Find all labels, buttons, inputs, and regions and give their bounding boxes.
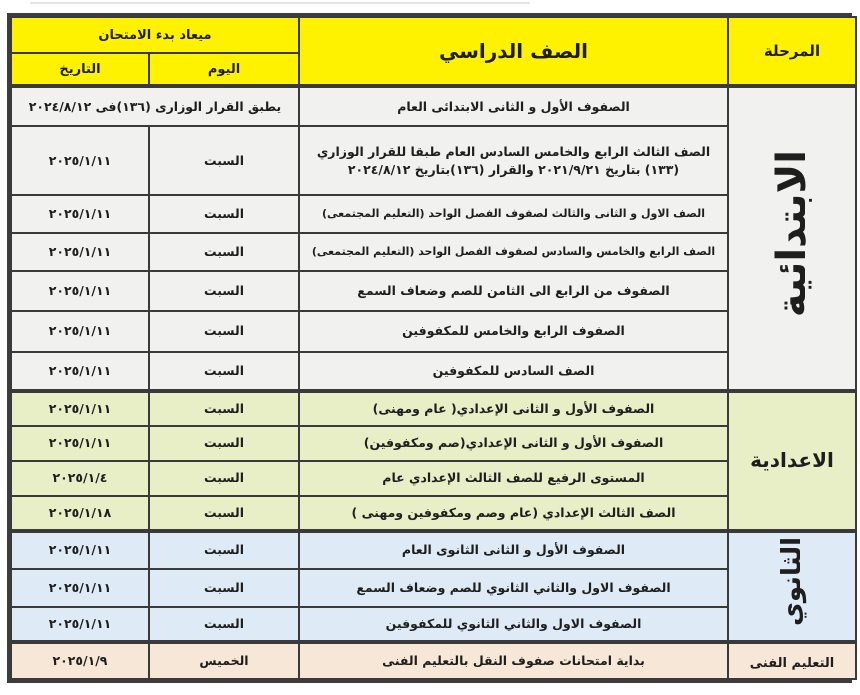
grade-cell: الصفوف الأول و الثانى الإعدادي(صم ومكفوفين) xyxy=(299,426,728,461)
date-cell: ٢٠٢٥/١/١١ xyxy=(11,607,149,642)
header-stage: المرحلة xyxy=(728,17,856,86)
table-row xyxy=(11,531,856,569)
grade-cell xyxy=(299,126,728,195)
stage-secondary: الثانوي xyxy=(728,531,856,642)
grade-cell: الصفوف الأول و الثانى الثانوى العام xyxy=(299,531,728,569)
merged-decree-note: يطبق القرار الوزارى (١٣٦)فى ٢٠٢٤/٨/١٢ xyxy=(11,86,299,126)
grade-cell: الصفوف من الرابع الى الثامن للصم وضعاف السمع xyxy=(299,271,728,311)
grade-cell: بداية امتحانات صفوف النقل بالتعليم الفنى xyxy=(299,642,728,679)
date-cell: ٢٠٢٥/١/١١ xyxy=(11,352,149,391)
date-cell: ٢٠٢٥/١/١١ xyxy=(11,569,149,607)
date-cell: ٢٠٢٥/١/١١ xyxy=(11,311,149,351)
day-cell: السبت xyxy=(149,311,299,351)
date-cell: ٢٠٢٥/١/٩ xyxy=(11,642,149,679)
date-cell: ٢٠٢٥/١/٤ xyxy=(11,461,149,496)
table-row xyxy=(11,86,856,126)
header-exam-start: ميعاد بدء الامتحان xyxy=(11,17,299,53)
stage-preparatory: الاعدادية xyxy=(728,391,856,531)
header-day: اليوم xyxy=(149,53,299,86)
grade-cell: الصف الاول و الثانى والثالث لصفوف الفصل الواحد (التعليم المجتمعى) xyxy=(299,195,728,233)
exam-schedule-table-frame xyxy=(7,13,852,683)
header-grade: الصف الدراسي xyxy=(299,17,728,86)
grade-cell: المستوى الرفيع للصف الثالث الإعدادي عام xyxy=(299,461,728,496)
exam-schedule-table xyxy=(10,16,857,680)
table-row xyxy=(11,642,856,679)
date-cell: ٢٠٢٥/١/١١ xyxy=(11,126,149,195)
grade-cell: الصف الثالث الإعدادي (عام وصم ومكفوفين ومهنى ) xyxy=(299,496,728,531)
day-cell: السبت xyxy=(149,195,299,233)
grade-line-2: (١٣٣) بتاريخ ٢٠٢١/٩/٢١ والقرار (١٣٦)بتاريخ ٢٠٢٤/٨/١٢ xyxy=(347,161,680,177)
day-cell: السبت xyxy=(149,126,299,195)
date-cell: ٢٠٢٥/١/١١ xyxy=(11,531,149,569)
grade-cell: الصفوف الأول و الثانى الابتدائى العام xyxy=(299,86,728,126)
day-cell: السبت xyxy=(149,531,299,569)
date-cell: ٢٠٢٥/١/١١ xyxy=(11,233,149,271)
grade-cell: الصف الرابع والخامس والسادس لصفوف الفصل الواحد (التعليم المجتمعى) xyxy=(299,233,728,271)
date-cell: ٢٠٢٥/١/١٨ xyxy=(11,496,149,531)
table-row xyxy=(11,391,856,426)
date-cell: ٢٠٢٥/١/١١ xyxy=(11,195,149,233)
stage-primary: الابتدائية xyxy=(728,86,856,391)
grade-line-1: الصف الثالث الرابع والخامس السادس العام طبقا للقرار الوزاري xyxy=(316,143,711,159)
stage-technical: التعليم الفنى xyxy=(728,642,856,679)
date-cell: ٢٠٢٥/١/١١ xyxy=(11,391,149,426)
day-cell: السبت xyxy=(149,426,299,461)
date-cell: ٢٠٢٥/١/١١ xyxy=(11,271,149,311)
grade-cell: الصفوف الاول والثاني الثانوي للمكفوفين xyxy=(299,607,728,642)
day-cell: السبت xyxy=(149,461,299,496)
grade-cell: الصف السادس للمكفوفين xyxy=(299,352,728,391)
grade-cell: الصفوف الرابع والخامس للمكفوفين xyxy=(299,311,728,351)
day-cell: السبت xyxy=(149,271,299,311)
grade-cell: الصفوف الاول والثاني الثانوي للصم وضعاف السمع xyxy=(299,569,728,607)
day-cell: السبت xyxy=(149,352,299,391)
header-date: التاريخ xyxy=(11,53,149,86)
date-cell: ٢٠٢٥/١/١١ xyxy=(11,426,149,461)
day-cell: السبت xyxy=(149,233,299,271)
day-cell: السبت xyxy=(149,496,299,531)
day-cell: السبت xyxy=(149,607,299,642)
day-cell: السبت xyxy=(149,569,299,607)
day-cell: الخميس xyxy=(149,642,299,679)
day-cell: السبت xyxy=(149,391,299,426)
scan-top-edge xyxy=(30,2,530,4)
grade-cell: الصفوف الأول و الثانى الإعدادي( عام ومهنى) xyxy=(299,391,728,426)
